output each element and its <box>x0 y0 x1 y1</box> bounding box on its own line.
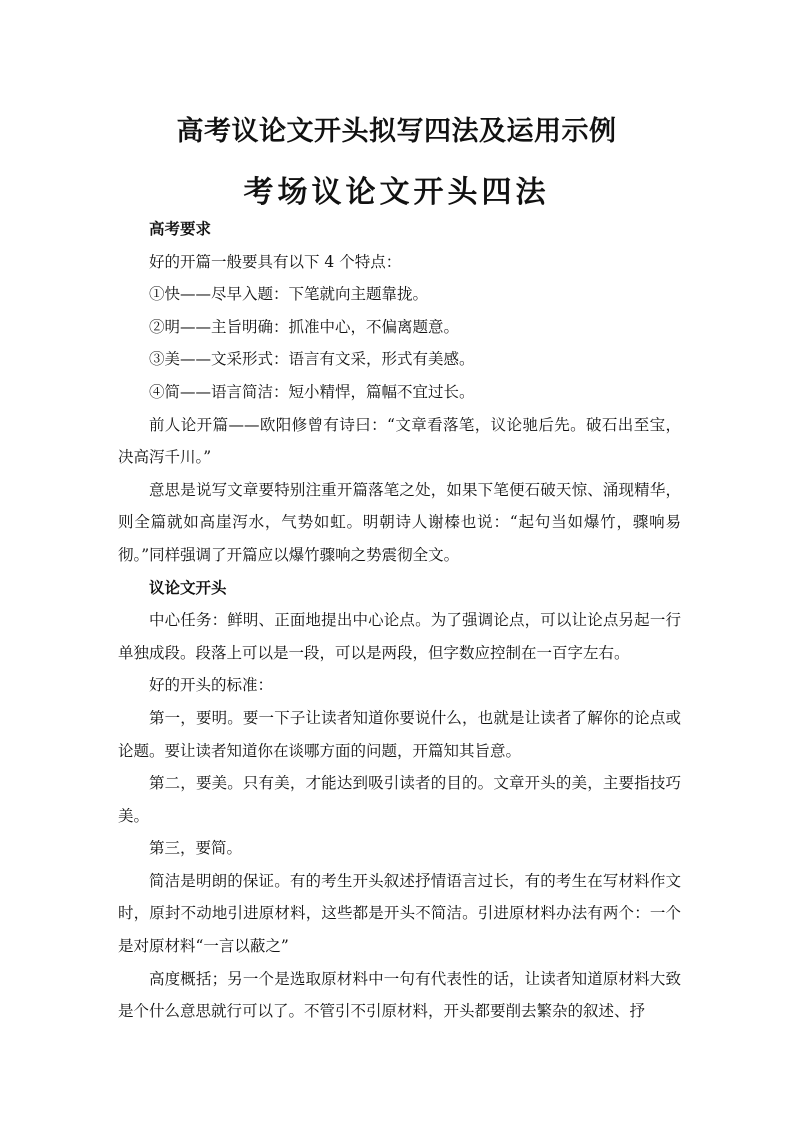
body-paragraph: 第三，要简。 <box>149 839 243 858</box>
body-paragraph: 中心任务：鲜明、正面地提出中心论点。为了强调论点，可以让论点另起一行单独成段。段落上可以是一段，可以是两段，但字数应控制在一百字左右。 <box>118 611 681 662</box>
body-paragraph: 好的开篇一般要具有以下 4 个特点： <box>149 252 402 271</box>
document-subtitle: 考场议论文开头四法 <box>243 175 550 210</box>
document-body <box>118 213 681 1028</box>
body-paragraph: ④简——语言简洁：短小精悍，篇幅不宜过长。 <box>149 382 475 401</box>
body-paragraph: 简洁是明朗的保证。有的考生开头叙述抒情语言过长，有的考生在写材料作文时，原封不动地引进原材料，这些都是开头不简洁。引进原材料办法有两个：一个是对原材料“一言以蔽之” <box>118 871 681 956</box>
body-paragraph: 前人论开篇——欧阳修曾有诗曰：“文章看落笔，议论驰后先。破石出至宝，决高泻千川。” <box>118 415 681 467</box>
document-title: 高考议论文开头拟写四法及运用示例 <box>176 116 617 147</box>
body-paragraph: 第一，要明。要一下子让读者知道你要说什么，也就是让读者了解你的论点或论题。要让读者知道你在谈哪方面的问题，开篇知其旨意。 <box>118 708 681 760</box>
body-paragraph: 好的开头的标准： <box>149 676 274 695</box>
body-paragraph: ①快——尽早入题：下笔就向主题靠拢。 <box>149 285 429 304</box>
body-paragraph: ③美——文采形式：语言有文采，形式有美感。 <box>149 350 475 369</box>
section-heading: 议论文开头 <box>149 577 227 597</box>
body-paragraph: 高度概括；另一个是选取原材料中一句有代表性的话，让读者知道原材料大致是个什么意思就行可以了。不管引不引原材料，开头都要削去繁杂的叙述、抒 <box>118 969 681 1021</box>
body-paragraph: ②明——主旨明确：抓准中心，不偏离题意。 <box>149 317 460 336</box>
section-heading: 高考要求 <box>149 219 212 238</box>
body-paragraph: 意思是说写文章要特别注重开篇落笔之处，如果下笔便石破天惊、涌现精华，则全篇就如高崖泻水，气势如虹。明朝诗人谢榛也说：“起句当如爆竹，骤响易彻。”同样强调了开篇应以爆竹骤响之势震彻全文。 <box>118 480 681 564</box>
body-paragraph: 第二，要美。只有美，才能达到吸引读者的目的。文章开头的美，主要指技巧美。 <box>118 774 681 825</box>
